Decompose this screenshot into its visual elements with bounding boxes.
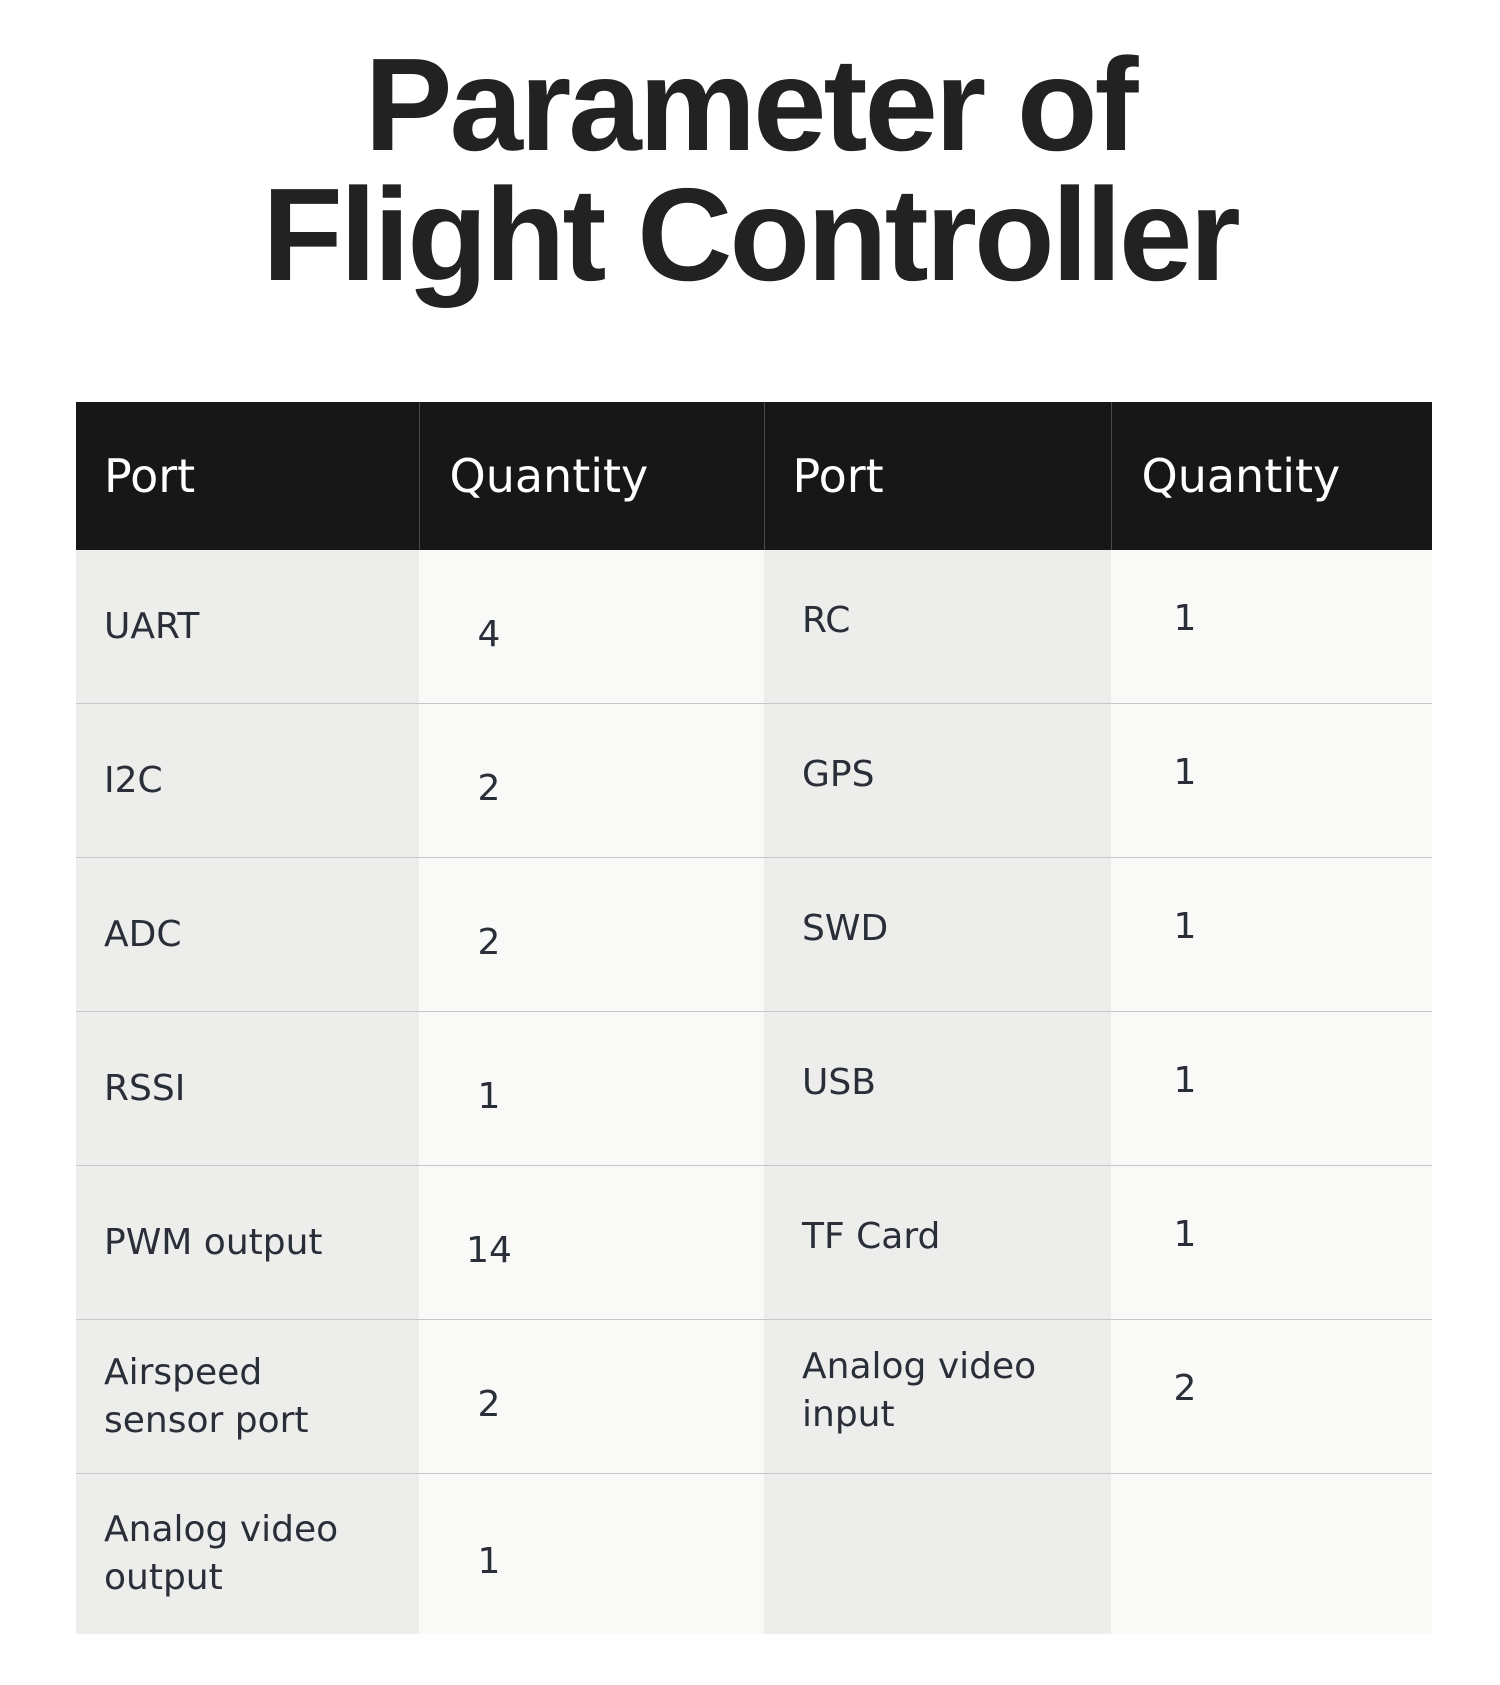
table-row <box>76 1320 1432 1474</box>
port-label: I2C <box>104 759 163 801</box>
header-quantity-1: Quantity <box>419 402 764 550</box>
port-cell <box>76 858 419 1012</box>
quantity-cell <box>419 1474 764 1635</box>
quantity-cell <box>419 704 764 858</box>
port-label: SWD <box>802 907 889 949</box>
port-cell <box>76 1320 419 1474</box>
quantity-cell <box>419 550 764 704</box>
quantity-cell <box>419 1012 764 1166</box>
port-label: PWM output <box>104 1221 323 1263</box>
port-label: Analog video input <box>802 1345 1037 1435</box>
port-cell <box>764 1474 1111 1635</box>
port-cell <box>76 704 419 858</box>
title-line-1: Parameter of <box>364 31 1136 178</box>
port-label: TF Card <box>802 1215 941 1257</box>
quantity-value: 1 <box>1173 597 1197 639</box>
quantity-value: 1 <box>477 1075 501 1117</box>
quantity-value: 2 <box>1173 1367 1197 1409</box>
quantity-value: 1 <box>1173 905 1197 947</box>
port-label: ADC <box>104 913 182 955</box>
port-cell <box>764 1012 1111 1166</box>
quantity-value: 2 <box>477 921 501 963</box>
quantity-value: 2 <box>477 1383 501 1425</box>
quantity-cell <box>419 1320 764 1474</box>
quantity-value: 2 <box>477 767 501 809</box>
table-row <box>76 550 1432 704</box>
header-port-2: Port <box>764 402 1111 550</box>
quantity-value: 1 <box>1173 1213 1197 1255</box>
quantity-cell <box>1111 550 1432 704</box>
header-quantity-2: Quantity <box>1111 402 1432 550</box>
quantity-value: 1 <box>1173 1059 1197 1101</box>
port-label: UART <box>104 605 200 647</box>
header-port-1: Port <box>76 402 419 550</box>
page-title <box>0 31 1500 308</box>
quantity-cell <box>1111 704 1432 858</box>
header-row <box>76 402 1432 550</box>
port-cell <box>764 858 1111 1012</box>
port-label: GPS <box>802 753 875 795</box>
port-label: RC <box>802 599 851 641</box>
quantity-cell <box>419 858 764 1012</box>
table-row <box>76 1474 1432 1635</box>
title-line-2: Flight Controller <box>262 161 1238 308</box>
port-cell <box>76 550 419 704</box>
port-cell <box>764 550 1111 704</box>
port-cell <box>764 1166 1111 1320</box>
table-body <box>76 550 1432 1634</box>
quantity-value: 4 <box>477 613 501 655</box>
table-row <box>76 704 1432 858</box>
quantity-value: 1 <box>477 1541 501 1582</box>
table-row <box>76 858 1432 1012</box>
quantity-cell <box>1111 1166 1432 1320</box>
quantity-cell <box>1111 1320 1432 1474</box>
port-cell <box>76 1012 419 1166</box>
table-header <box>76 402 1432 550</box>
port-cell <box>76 1166 419 1320</box>
parameter-table <box>76 402 1432 1634</box>
port-label: Analog video output <box>104 1509 339 1598</box>
port-cell <box>76 1474 419 1635</box>
port-cell <box>764 1320 1111 1474</box>
quantity-cell <box>419 1166 764 1320</box>
table-row <box>76 1012 1432 1166</box>
quantity-cell <box>1111 858 1432 1012</box>
quantity-value: 14 <box>466 1229 512 1271</box>
port-label: RSSI <box>104 1067 186 1109</box>
quantity-value: 1 <box>1173 751 1197 793</box>
table-row <box>76 1166 1432 1320</box>
quantity-cell <box>1111 1474 1432 1635</box>
quantity-cell <box>1111 1012 1432 1166</box>
port-label: USB <box>802 1061 876 1103</box>
port-cell <box>764 704 1111 858</box>
port-label: Airspeed sensor port <box>104 1351 309 1441</box>
